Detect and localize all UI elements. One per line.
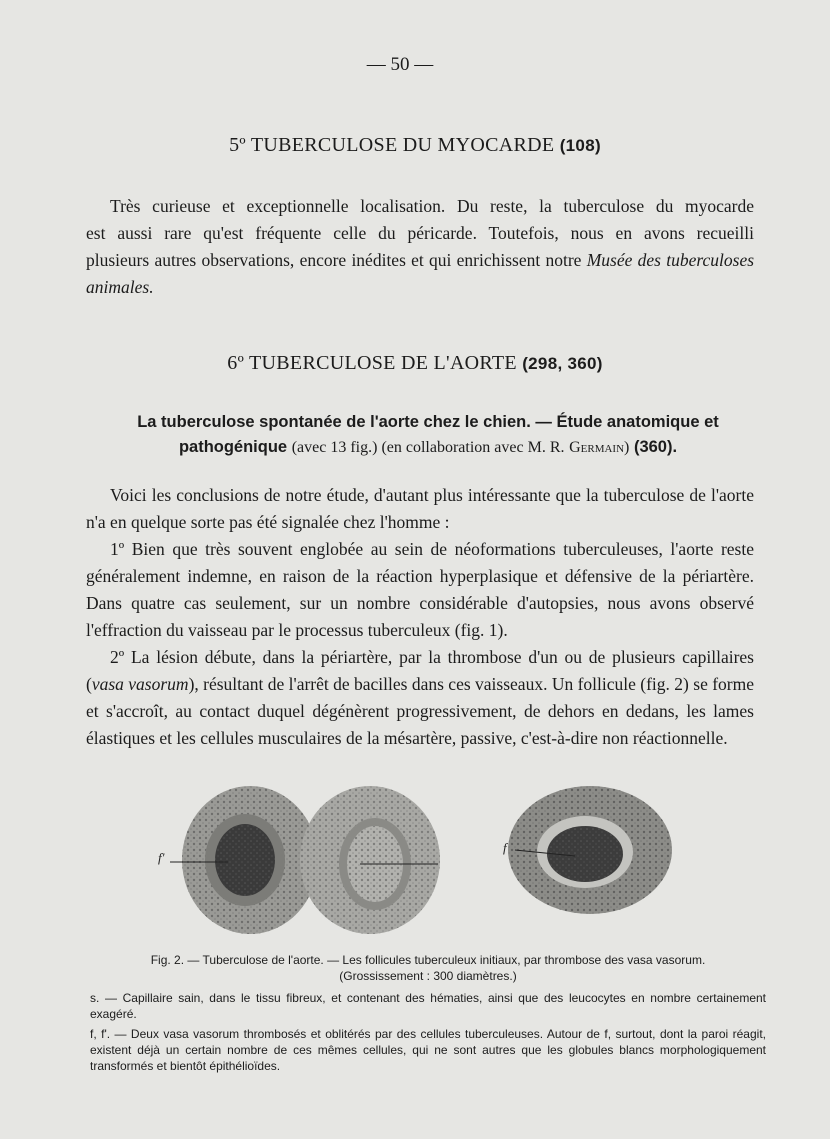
coauthor-name: Germain (569, 439, 625, 456)
conclusions-body (86, 482, 754, 752)
article-title (110, 410, 746, 460)
intro-paragraph: Voici les conclusions de notre étude, d'autant plus intéressante que la tuberculose de l'aorte n'a en quelque sorte pas été signalée chez l'homme : (86, 485, 754, 532)
label-f-prime: f' (158, 850, 165, 865)
caption-note-s: s. — Capillaire sain, dans le tissu fibreux, et contenant des hématies, ainsi que des leucocytes en nombre certainement exagéré. (90, 991, 766, 1021)
point-2-b: ), résultant de l'arrêt de bacilles dans ces vaisseaux. Un follicule (fig. 2) se forme et s'accroît, au contact duquel dégénèrent progressivement, de dehors en dedans, les lames élastiques et les cellules musculaires de la mésartère, passive, c'est-à-dire non réactionnelle. (86, 674, 754, 748)
caption-title: Fig. 2. — Tuberculose de l'aorte. — Les follicules tuberculeux initiaux, par thrombose des vasa vasorum. (150, 953, 706, 967)
label-f: f (503, 840, 507, 855)
article-ref: (360). (633, 438, 678, 456)
section6-heading (0, 352, 830, 375)
caption-note-f: f, f'. — Deux vasa vasorum thrombosés et oblitérés par des cellules tuberculeuses. Autour de f, surtout, dont la paroi réagit, existent déjà un certain nombre de ces mêmes cellules, qui ne sont autres que les globules blancs morphologiquement transformés et bientôt épithélioïdes. (90, 1027, 766, 1073)
caption-magnification: (Grossissement : 300 diamètres.) (339, 969, 517, 983)
point-1: 1º Bien que très souvent englobée au sein de néoformations tuberculeuses, l'aorte reste généralement indemne, en raison de la réaction hyperplasique et défensive de la périartère. Dans quatre cas seulement, sur un nombre considérable d'autopsies, nous avons observé l'effraction du vaisseau par le processus tuberculeux (fig. 1). (86, 539, 754, 640)
point-2-italic: vasa vasorum (91, 674, 189, 694)
section5-title: 5º TUBERCULOSE DU MYOCARDE (229, 134, 555, 156)
section6-ref: (298, 360) (522, 354, 603, 373)
point-2-a: 2º La lésion débute, dans la périartère, par la thrombose d'un ou de plusieurs capillaires ( (86, 647, 754, 694)
follicle-left-pair (158, 786, 440, 934)
s5-line-3-text: plusieurs autres observations, encore inédites et qui enrichissent notre (86, 250, 582, 270)
article-title-bold: La tuberculose spontanée de l'aorte chez le chien. — Étude anatomique et pathogénique (137, 413, 719, 456)
figure-caption (90, 952, 766, 1074)
page-number: — 50 — (366, 54, 434, 75)
section5-paragraph (86, 193, 754, 301)
section5-heading (0, 134, 830, 157)
article-close-paren: ) (624, 439, 630, 456)
point-2 (86, 644, 754, 752)
museum-reference: Musée des tuberculoses animales. (86, 250, 755, 297)
follicle-right (503, 786, 672, 914)
s5-line-3 (86, 247, 754, 301)
article-title-plain: (avec 13 fig.) (en collaboration avec M. R. (291, 439, 565, 456)
s5-line-2: est aussi rare qu'est fréquente celle du péricarde. Toutefois, nous en avons recueilli (86, 223, 754, 243)
figure-2-illustration (158, 782, 700, 942)
section5-ref: (108) (559, 136, 601, 155)
section6-title: 6º TUBERCULOSE DE L'AORTE (227, 352, 517, 374)
s5-line-1: Très curieuse et exceptionnelle localisation. Du reste, la tuberculose du myocarde (110, 196, 754, 216)
